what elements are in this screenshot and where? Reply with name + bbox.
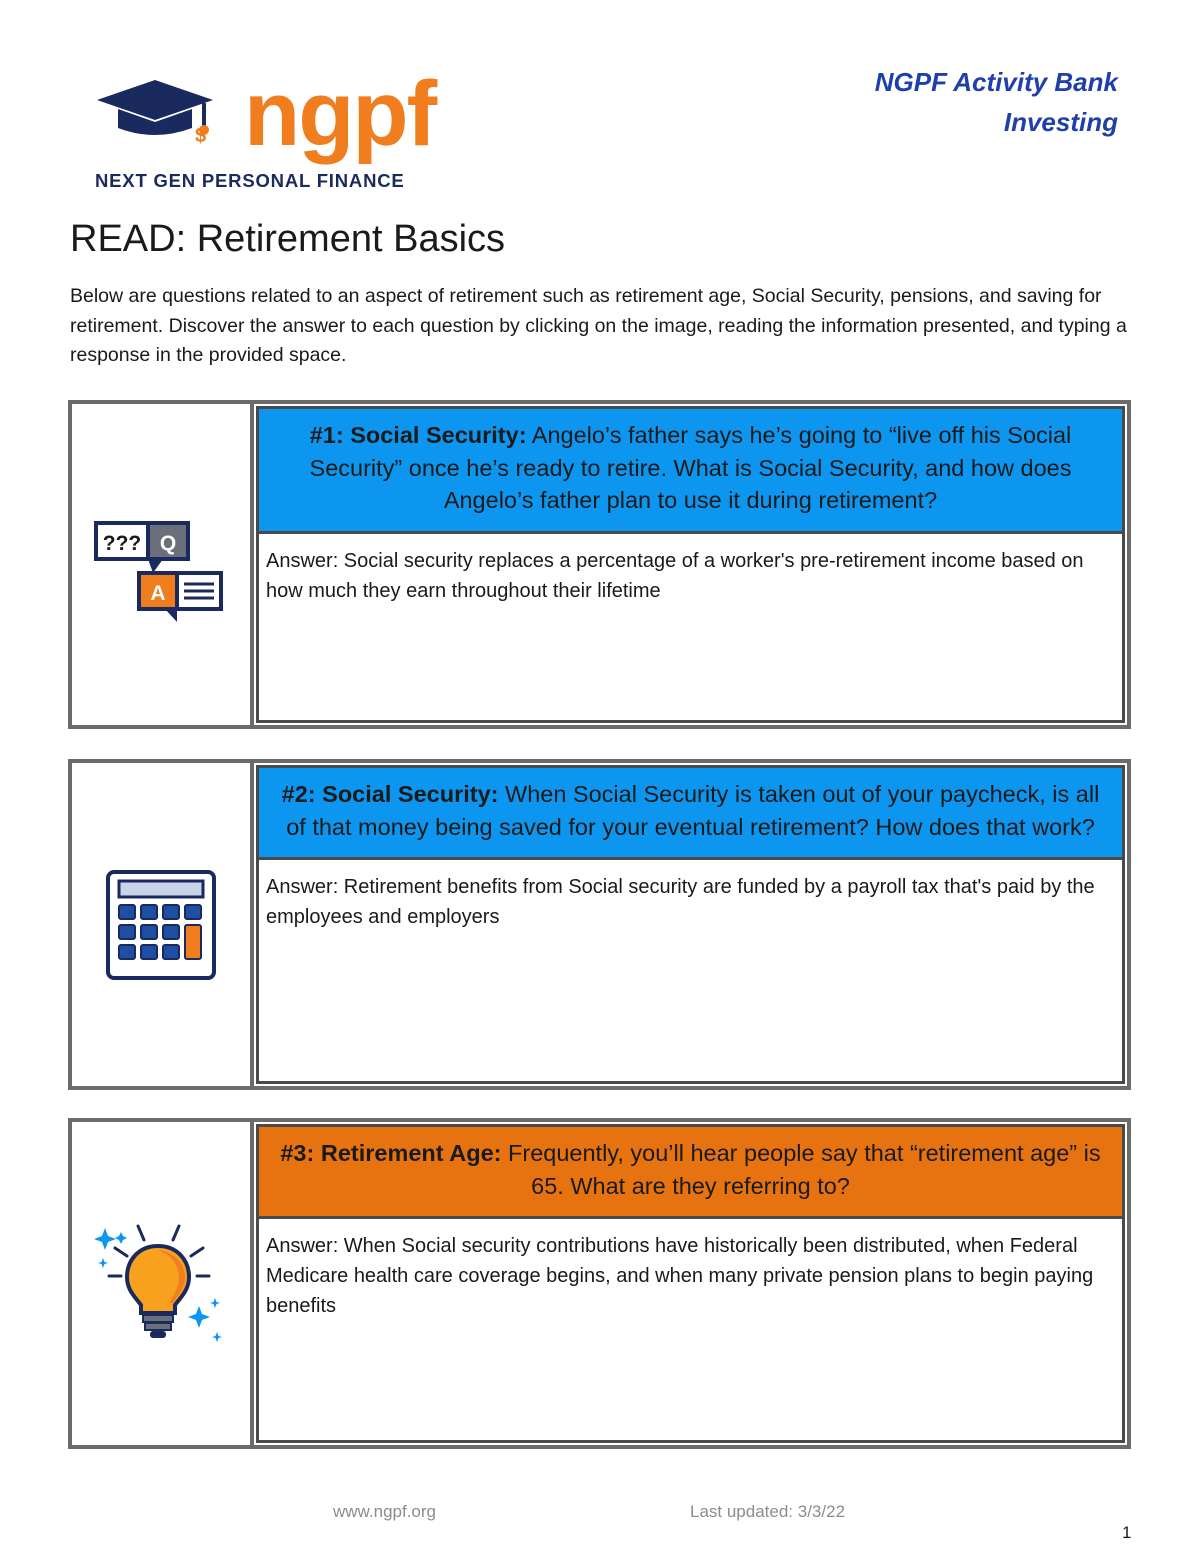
last-updated-text: Last updated: 3/3/22 — [690, 1502, 846, 1521]
answer-field[interactable]: Answer: When Social security contributions have historically been distributed, when Federal Medicare health care coverage begins, and when many private pension plans to begin paying benefits — [256, 1219, 1125, 1443]
question-card-3 — [68, 1118, 1131, 1449]
card-icon-cell[interactable] — [72, 763, 254, 1086]
logo-subtitle: NEXT GEN PERSONAL FINANCE — [95, 170, 405, 191]
question-heading — [256, 406, 1125, 534]
q-letter: Q — [159, 531, 177, 555]
question-card-2 — [68, 759, 1131, 1090]
question-text: Frequently, you’ll hear people say that “retirement age” is 65. What are they referring to? — [501, 1140, 1101, 1199]
activity-bank-header — [875, 62, 1118, 142]
card-icon-cell[interactable] — [72, 1122, 254, 1445]
ngpf-logo — [92, 63, 436, 192]
answer-field[interactable]: Answer: Social security replaces a percentage of a worker's pre-retirement income based on how much they earn throughout their lifetime — [256, 534, 1125, 724]
question-heading — [256, 1124, 1125, 1219]
answer-field[interactable]: Answer: Retirement benefits from Social security are funded by a payroll tax that's paid by the employees and employers — [256, 860, 1125, 1084]
question-number: #1: Social Security: — [309, 422, 527, 448]
graduation-cap-icon — [92, 72, 242, 152]
page-title: READ: Retirement Basics — [70, 218, 506, 260]
question-number: #2: Social Security: — [281, 781, 499, 807]
footer-url-link[interactable]: www.ngpf.org — [333, 1502, 436, 1521]
question-marks-text: ??? — [102, 531, 142, 555]
activity-bank-label: NGPF Activity Bank — [874, 67, 1118, 97]
question-heading — [256, 765, 1125, 860]
question-text: Angelo’s father says he’s going to “live off his Social Security” once he’s ready to retire. What is Social Security, and how does Angelo’s father plan to use it during retirement? — [309, 422, 1072, 513]
category-label: Investing — [1003, 107, 1118, 137]
lightbulb-icon[interactable] — [91, 1214, 231, 1354]
page-number: 1 — [1122, 1523, 1132, 1542]
intro-paragraph: Below are questions related to an aspect of retirement such as retirement age, Social Security, pensions, and saving for retirement. Discover the answer to each question by clicking on the image, reading the information presented, and typing a response in the provided space. — [70, 285, 1127, 366]
card-icon-cell[interactable] — [72, 404, 254, 725]
question-text: When Social Security is taken out of your paycheck, is all of that money being saved for your eventual retirement? How does that work? — [286, 781, 1100, 840]
question-number: #3: Retirement Age: — [280, 1140, 502, 1166]
calculator-icon[interactable] — [105, 869, 217, 981]
question-answer-icon[interactable] — [91, 505, 231, 625]
logo-wordmark: ngpf — [244, 63, 436, 165]
svg-text:$: $ — [195, 125, 207, 147]
a-letter: A — [150, 581, 166, 605]
question-card-1 — [68, 400, 1131, 729]
